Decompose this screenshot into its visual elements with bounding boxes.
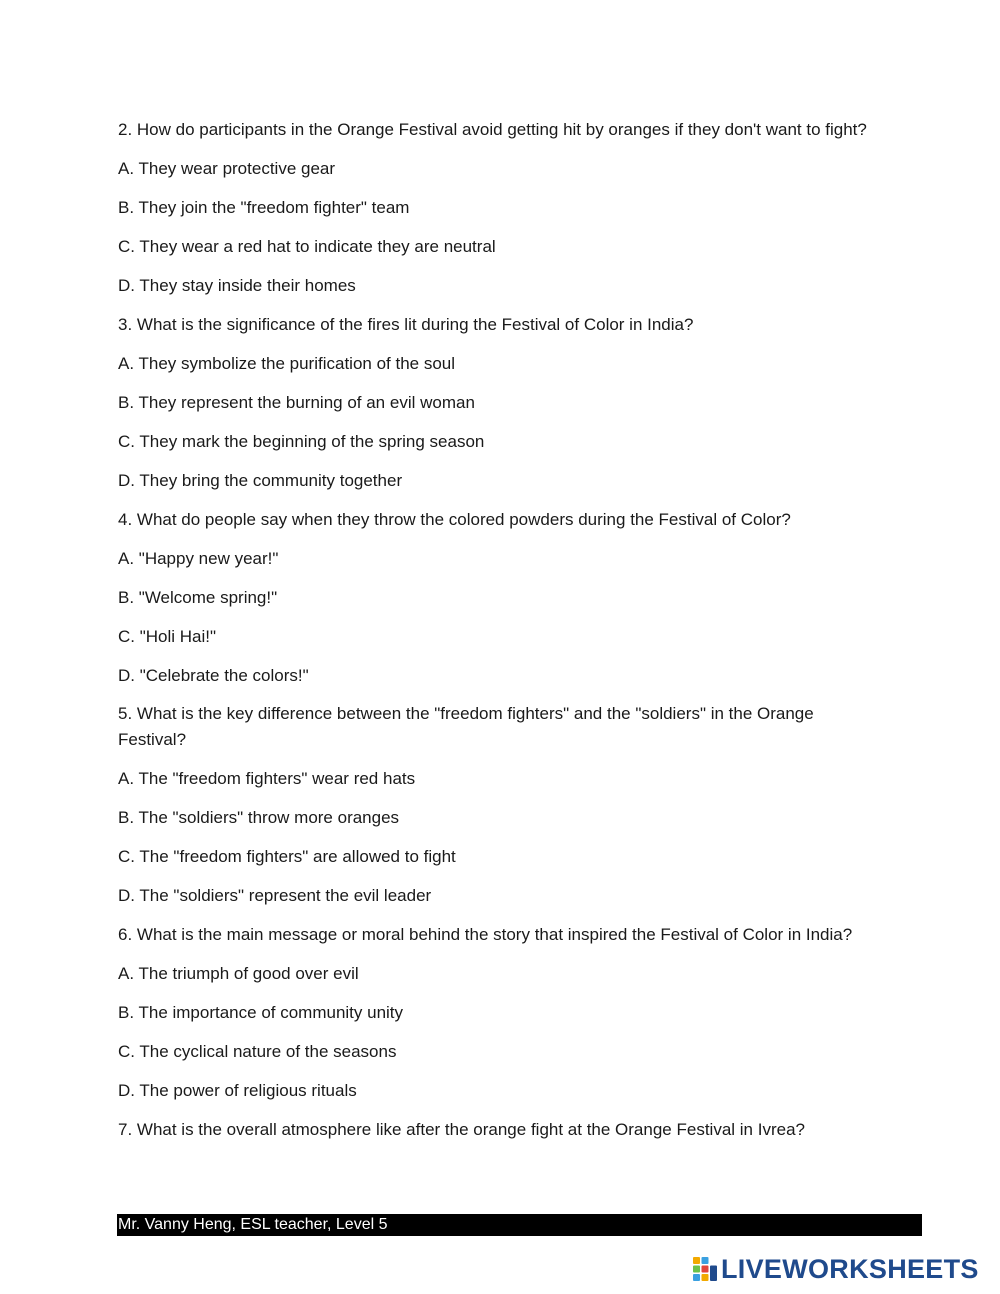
- question-3-text: 3. What is the significance of the fires lit during the Festival of Color in India?: [118, 315, 694, 334]
- question-2-option-c: C. They wear a red hat to indicate they are neutral: [118, 237, 496, 256]
- question-2-text: 2. How do participants in the Orange Festival avoid getting hit by oranges if they don't want to fight?: [118, 120, 867, 139]
- question-5-text: 5. What is the key difference between the "freedom fighters" and the "soldiers" in the Orange Festival?: [118, 704, 814, 749]
- question-4-option-a: A. "Happy new year!": [118, 549, 279, 568]
- question-6-option-d: D. The power of religious rituals: [118, 1081, 357, 1100]
- question-5-option-c: C. The "freedom fighters" are allowed to fight: [118, 847, 456, 866]
- question-7-text: 7. What is the overall atmosphere like after the orange fight at the Orange Festival in Ivrea?: [118, 1120, 805, 1139]
- liveworksheets-brand[interactable]: [692, 1254, 979, 1284]
- liveworksheets-logo-text: LIVEWORKSHEETS: [721, 1254, 979, 1284]
- question-5-option-b: B. The "soldiers" throw more oranges: [118, 808, 400, 827]
- question-3-option-c: C. They mark the beginning of the spring season: [118, 432, 485, 451]
- question-4-option-b: B. "Welcome spring!": [118, 588, 278, 607]
- footer-bar: Mr. Vanny Heng, ESL teacher, Level 5: [117, 1214, 922, 1236]
- question-3-option-a: A. They symbolize the purification of the soul: [118, 354, 456, 373]
- question-6-option-c: C. The cyclical nature of the seasons: [118, 1042, 397, 1061]
- question-3-option-d: D. They bring the community together: [118, 471, 403, 490]
- question-2-option-d: D. They stay inside their homes: [118, 276, 356, 295]
- question-5-option-d: D. The "soldiers" represent the evil leader: [118, 886, 432, 905]
- question-6-option-b: B. The importance of community unity: [118, 1003, 404, 1022]
- question-5-option-a: A. The "freedom fighters" wear red hats: [118, 769, 416, 788]
- question-4-option-c: C. "Holi Hai!": [118, 627, 217, 646]
- question-2-option-b: B. They join the "freedom fighter" team: [118, 198, 410, 217]
- question-6-text: 6. What is the main message or moral behind the story that inspired the Festival of Color in India?: [118, 925, 853, 944]
- question-4-text: 4. What do people say when they throw the colored powders during the Festival of Color?: [118, 510, 791, 529]
- liveworksheets-logo-icon: [692, 1256, 718, 1282]
- question-6-option-a: A. The triumph of good over evil: [118, 964, 359, 983]
- question-3-option-b: B. They represent the burning of an evil woman: [118, 393, 475, 412]
- question-4-option-d: D. "Celebrate the colors!": [118, 666, 309, 685]
- question-2-option-a: A. They wear protective gear: [118, 159, 336, 178]
